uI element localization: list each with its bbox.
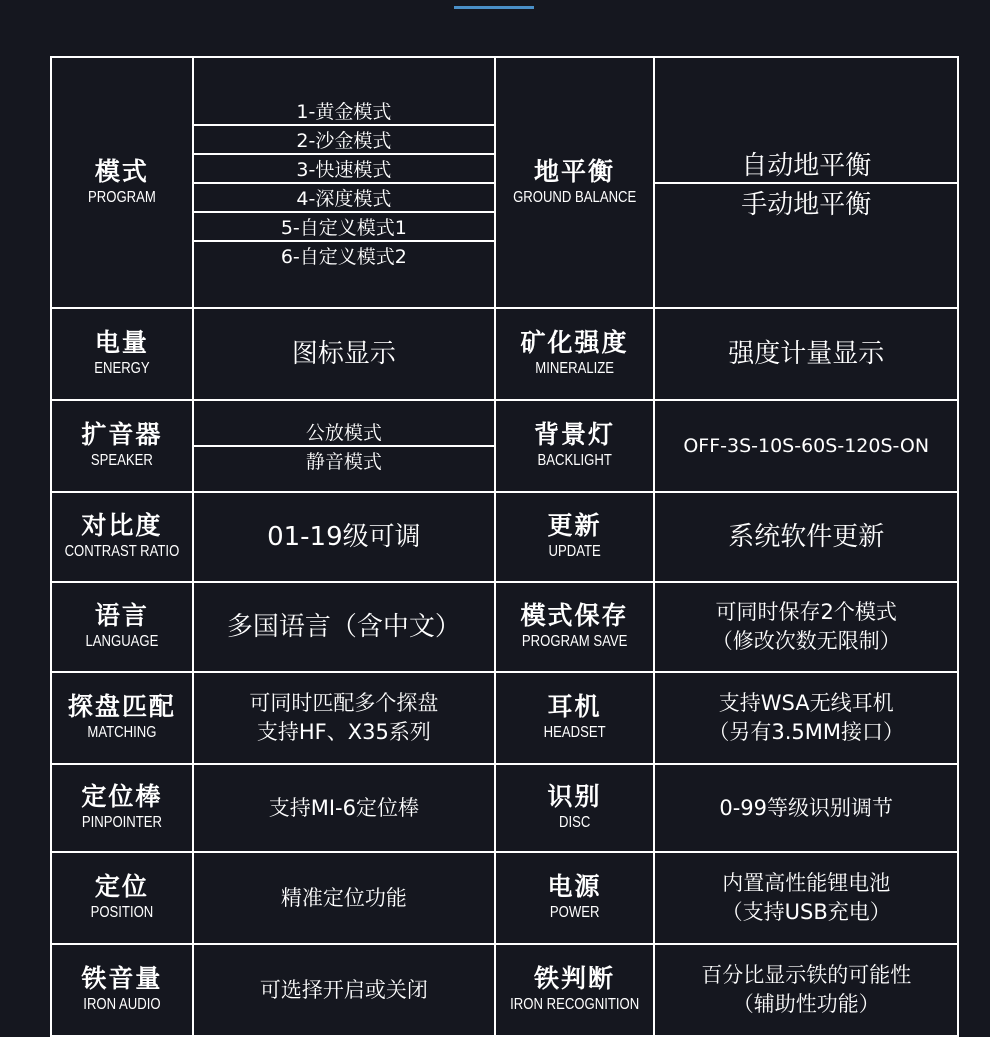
spec-value-text: （辅助性功能） (732, 992, 880, 1016)
spec-value-text: OFF-3S-10S-60S-120S-ON (683, 435, 930, 457)
speaker-option: 公放模式 (194, 418, 494, 447)
spec-value-cell (654, 308, 958, 400)
spec-table (50, 56, 959, 1037)
program-mode-list (194, 97, 494, 269)
spec-value-text: （支持USB充电） (721, 900, 891, 924)
spec-label-cn: 识别 (547, 782, 602, 811)
spec-value-text: 强度计量显示 (728, 339, 885, 369)
spec-label-cell (51, 672, 193, 764)
speaker-option: 静音模式 (305, 451, 382, 473)
spec-label-cn: 背景灯 (534, 420, 616, 449)
spec-label-cell (495, 944, 654, 1036)
spec-label-en: ENERGY (94, 360, 150, 377)
ground-balance-option-list (655, 145, 957, 221)
spec-label-cell (495, 308, 654, 400)
speaker-option-list (194, 418, 494, 474)
spec-value-text: 内置高性能锂电池 (722, 871, 891, 895)
spec-label-cn: 对比度 (81, 511, 163, 540)
ground-balance-label-cell (495, 57, 654, 308)
spec-row (51, 400, 958, 492)
spec-value-text: 系统软件更新 (728, 522, 885, 552)
spec-label-cell (51, 308, 193, 400)
spec-label-en: IRON AUDIO (83, 996, 161, 1013)
spec-value-cell (654, 582, 958, 672)
spec-label-cell (51, 492, 193, 582)
spec-label-en: HEADSET (543, 724, 606, 741)
spec-label-cell (51, 400, 193, 492)
spec-value-cell (193, 944, 495, 1036)
spec-value-cell (654, 764, 958, 852)
program-label-cn: 模式 (94, 156, 149, 186)
spec-value-cell (193, 308, 495, 400)
ground-balance-option: 自动地平衡 (655, 145, 957, 184)
spec-label-en: SPEAKER (90, 452, 153, 469)
spec-label-cn: 电量 (94, 328, 149, 357)
program-label-cell (51, 57, 193, 308)
spec-row (51, 492, 958, 582)
spec-label-en: UPDATE (548, 543, 601, 560)
spec-label-cell (51, 852, 193, 944)
program-mode-item: 1-黄金模式 (194, 97, 494, 126)
spec-value-text: 精准定位功能 (280, 885, 407, 910)
spec-value-cell (193, 764, 495, 852)
spec-label-en: CONTRAST RATIO (64, 543, 180, 560)
spec-row (51, 672, 958, 764)
spec-value-cell (654, 852, 958, 944)
spec-value-cell (654, 672, 958, 764)
spec-label-en: BACKLIGHT (537, 452, 612, 469)
spec-label-cn: 更新 (547, 511, 602, 540)
program-mode-item: 5-自定义模式1 (194, 213, 494, 242)
spec-value-cell (654, 400, 958, 492)
spec-value-text: 支持HF、X35系列 (256, 720, 431, 744)
program-label-en: PROGRAM (88, 188, 156, 206)
spec-row (51, 582, 958, 672)
spec-label-cn: 模式保存 (520, 601, 629, 630)
spec-row (51, 308, 958, 400)
spec-label-cn: 铁音量 (81, 964, 163, 993)
spec-value-text: （修改次数无限制） (711, 629, 901, 653)
program-mode-item: 2-沙金模式 (194, 126, 494, 155)
spec-value-cell (193, 582, 495, 672)
spec-value-cell (193, 492, 495, 582)
spec-label-en: IRON RECOGNITION (510, 996, 640, 1013)
spec-label-cn: 扩音器 (81, 420, 163, 449)
spec-label-cn: 定位 (94, 872, 149, 901)
spec-value-text: 支持WSA无线耳机 (718, 691, 894, 715)
spec-label-en: MINERALIZE (535, 360, 614, 377)
spec-row (51, 944, 958, 1036)
spec-value-text: 0-99等级识别调节 (719, 795, 894, 820)
spec-label-cn: 探盘匹配 (67, 692, 176, 721)
spec-label-en: PROGRAM SAVE (521, 633, 628, 650)
ground-balance-options-cell (654, 57, 958, 308)
ground-balance-label-en: GROUND BALANCE (512, 188, 637, 206)
spec-label-en: POSITION (90, 904, 154, 921)
ground-balance-option: 手动地平衡 (741, 189, 872, 220)
spec-label-cn: 铁判断 (534, 964, 616, 993)
program-mode-item: 6-自定义模式2 (280, 245, 407, 268)
spec-label-cn: 语言 (94, 601, 149, 630)
spec-value-cell (654, 492, 958, 582)
spec-label-en: MATCHING (87, 724, 157, 741)
spec-label-en: DISC (558, 814, 591, 831)
spec-row-program (51, 57, 958, 308)
spec-value-text: 多国语言（含中文） (226, 612, 461, 642)
spec-label-cell (495, 672, 654, 764)
program-mode-item: 3-快速模式 (194, 155, 494, 184)
spec-row (51, 852, 958, 944)
spec-label-cell (495, 764, 654, 852)
spec-label-cn: 电源 (547, 872, 602, 901)
spec-value-text: 01-19级可调 (267, 522, 421, 552)
spec-value-text: 可同时保存2个模式 (715, 600, 897, 624)
top-accent-bar (454, 6, 534, 9)
spec-label-cell (495, 400, 654, 492)
ground-balance-label-cn: 地平衡 (534, 156, 616, 186)
spec-label-cell (51, 582, 193, 672)
spec-label-cell (495, 492, 654, 582)
spec-label-cell (495, 582, 654, 672)
spec-label-cn: 耳机 (547, 692, 602, 721)
speaker-options-cell (193, 400, 495, 492)
spec-value-cell (193, 672, 495, 764)
spec-label-cell (51, 764, 193, 852)
spec-value-cell (193, 852, 495, 944)
spec-label-en: LANGUAGE (85, 633, 159, 650)
spec-value-cell (654, 944, 958, 1036)
spec-label-cn: 矿化强度 (520, 328, 629, 357)
spec-value-text: 图标显示 (291, 339, 396, 369)
spec-value-text: 支持MI-6定位棒 (268, 795, 419, 820)
spec-label-cn: 定位棒 (81, 782, 163, 811)
program-mode-item: 4-深度模式 (194, 184, 494, 213)
spec-value-text: 可选择开启或关闭 (259, 977, 428, 1002)
spec-row (51, 764, 958, 852)
spec-label-en: POWER (549, 904, 600, 921)
spec-label-cell (51, 944, 193, 1036)
program-modes-cell (193, 57, 495, 308)
spec-value-text: 百分比显示铁的可能性 (701, 963, 912, 987)
spec-value-text: （另有3.5MM接口） (708, 720, 905, 744)
spec-value-text: 可同时匹配多个探盘 (249, 691, 439, 715)
spec-label-en: PINPOINTER (81, 814, 163, 831)
spec-label-cell (495, 852, 654, 944)
